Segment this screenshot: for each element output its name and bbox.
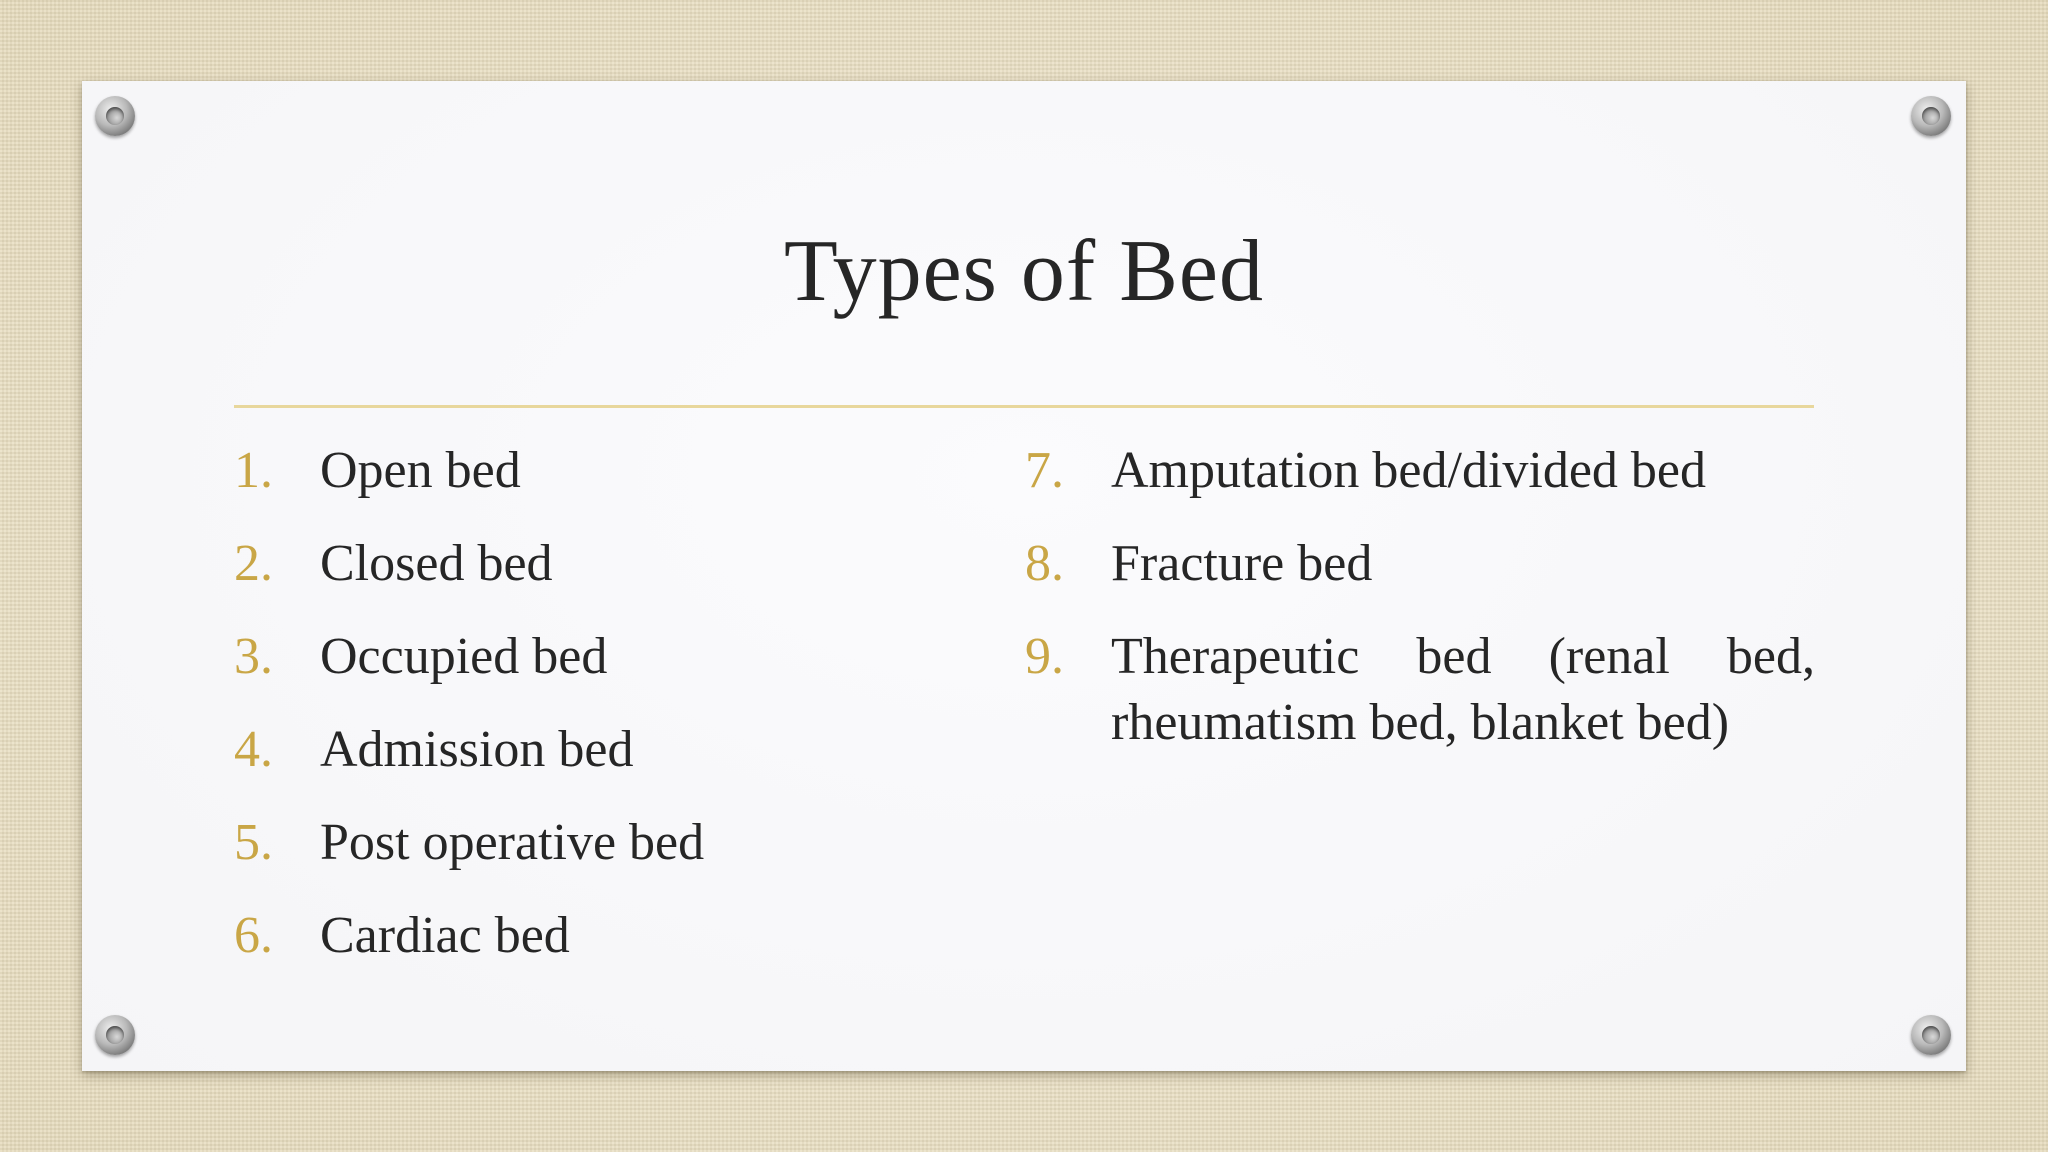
list-item: [234, 430, 994, 523]
list-item: [234, 523, 994, 616]
list-item: [1025, 430, 1815, 523]
grommet-icon: [1911, 96, 1951, 136]
bed-types-list-right: [1025, 430, 1815, 751]
list-item: [234, 709, 994, 802]
list-number: 6.: [234, 907, 273, 964]
grommet-icon: [95, 96, 135, 136]
list-number: 8.: [1025, 535, 1064, 592]
list-item: [1025, 616, 1815, 751]
grommet-icon: [1911, 1015, 1951, 1055]
list-item: [234, 616, 994, 709]
list-number: 9.: [1025, 628, 1064, 685]
list-number: 3.: [234, 628, 273, 685]
slide-title: Types of Bed: [784, 223, 1264, 320]
list-number: 2.: [234, 535, 273, 592]
list-number: 1.: [234, 442, 273, 499]
list-item: [234, 802, 994, 895]
list-text: Closed bed: [320, 535, 553, 592]
title-divider: [234, 405, 1814, 408]
grommet-icon: [95, 1015, 135, 1055]
list-number: 7.: [1025, 442, 1064, 499]
list-item: [234, 895, 994, 988]
list-text: Amputation bed/divided bed: [1111, 442, 1707, 499]
list-text: Admission bed: [320, 721, 634, 778]
list-item: [1025, 523, 1815, 616]
list-text: Occupied bed: [320, 628, 608, 685]
list-text: Post operative bed: [320, 814, 705, 871]
list-text: Open bed: [320, 442, 521, 499]
list-text: Cardiac bed: [320, 907, 570, 964]
list-number: 4.: [234, 721, 273, 778]
list-text: Therapeutic bed (renal bed, rheumatism bed, blanket bed): [1111, 628, 1815, 751]
bed-types-list-left: [234, 430, 994, 988]
list-text: Fracture bed: [1111, 535, 1373, 592]
list-number: 5.: [234, 814, 273, 871]
